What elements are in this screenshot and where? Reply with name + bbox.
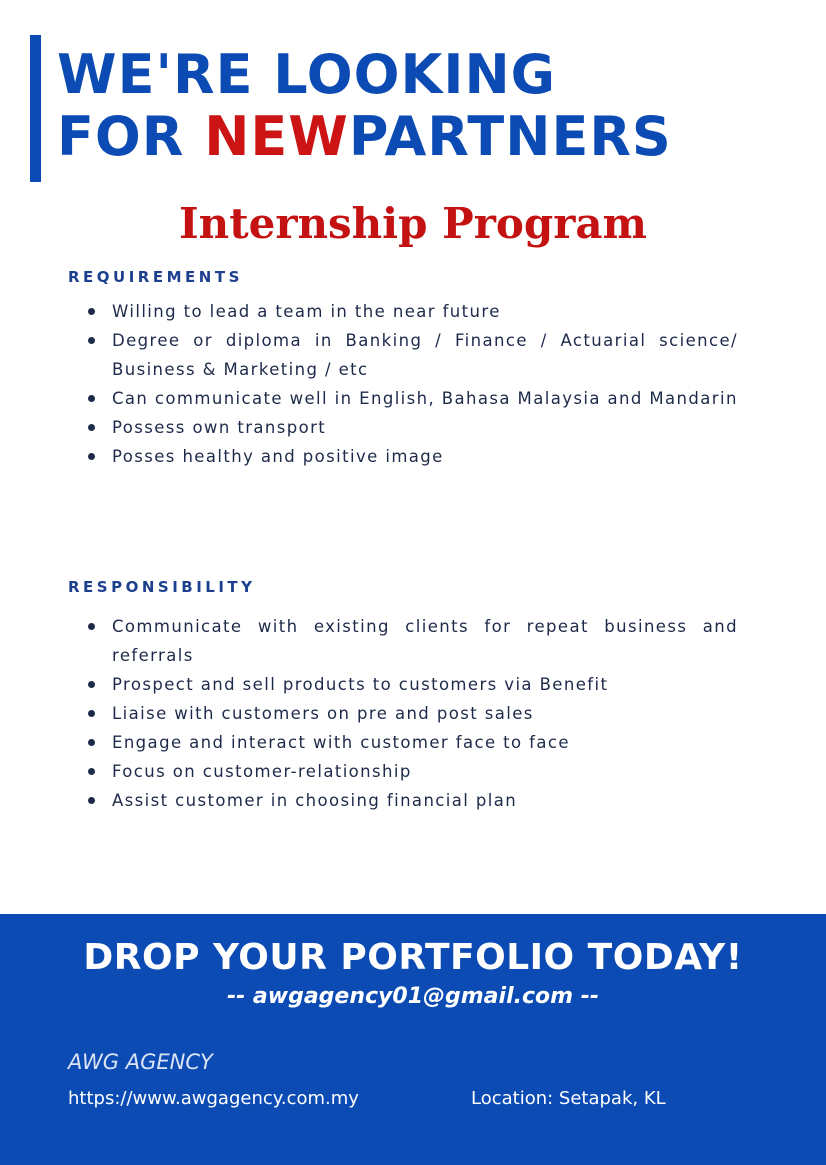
responsibility-text: Focus on customer-relationship bbox=[112, 762, 412, 781]
bullet-icon bbox=[88, 424, 95, 431]
location-text: Location: Setapak, KL bbox=[471, 1088, 666, 1109]
agency-name: AWG AGENCY bbox=[68, 1050, 213, 1074]
responsibility-item bbox=[88, 786, 738, 815]
bullet-icon bbox=[88, 681, 95, 688]
responsibility-item bbox=[88, 612, 738, 670]
responsibility-item bbox=[88, 670, 738, 699]
requirement-text: Posses healthy and positive image bbox=[112, 447, 444, 466]
responsibility-text: Engage and interact with customer face to face bbox=[112, 733, 570, 752]
requirement-item bbox=[88, 326, 738, 384]
responsibility-text: Liaise with customers on pre and post sales bbox=[112, 704, 534, 723]
bullet-icon bbox=[88, 797, 95, 804]
bullet-icon bbox=[88, 453, 95, 460]
bullet-icon bbox=[88, 337, 95, 344]
requirement-text: Degree or diploma in Banking / Finance / Actuarial science/ Business & Marketing / etc bbox=[112, 331, 738, 379]
footer-banner bbox=[0, 914, 826, 1165]
bullet-icon bbox=[88, 768, 95, 775]
contact-email[interactable]: -- awgagency01@gmail.com -- bbox=[227, 984, 599, 1009]
headline-line-2-suffix: PARTNERS bbox=[348, 105, 672, 168]
requirements-heading: REQUIREMENTS bbox=[68, 268, 243, 286]
bullet-icon bbox=[88, 308, 95, 315]
responsibility-item bbox=[88, 699, 738, 728]
responsibility-heading: RESPONSIBILITY bbox=[68, 578, 256, 596]
requirement-item bbox=[88, 442, 738, 471]
requirement-item bbox=[88, 413, 738, 442]
requirement-text: Possess own transport bbox=[112, 418, 327, 437]
responsibility-item bbox=[88, 757, 738, 786]
headline-line-2-prefix: FOR bbox=[57, 105, 205, 168]
cta-heading: DROP YOUR PORTFOLIO TODAY! bbox=[83, 937, 743, 978]
headline bbox=[57, 44, 672, 168]
bullet-icon bbox=[88, 710, 95, 717]
requirement-item bbox=[88, 297, 738, 326]
requirement-text: Willing to lead a team in the near future bbox=[112, 302, 501, 321]
requirement-item bbox=[88, 384, 738, 413]
requirements-list bbox=[88, 297, 738, 471]
bullet-icon bbox=[88, 623, 95, 630]
headline-highlight-new: NEW bbox=[204, 105, 349, 168]
responsibility-text: Prospect and sell products to customers via Benefit bbox=[112, 675, 609, 694]
bullet-icon bbox=[88, 395, 95, 402]
bullet-icon bbox=[88, 739, 95, 746]
responsibility-text: Assist customer in choosing financial plan bbox=[112, 791, 518, 810]
website-link[interactable]: https://www.awgagency.com.my bbox=[68, 1088, 359, 1109]
responsibility-item bbox=[88, 728, 738, 757]
responsibility-list bbox=[88, 612, 738, 815]
requirement-text: Can communicate well in English, Bahasa Malaysia and Mandarin bbox=[112, 389, 738, 408]
accent-bar bbox=[30, 35, 41, 182]
program-title: Internship Program bbox=[179, 199, 647, 248]
headline-line-1: WE'RE LOOKING bbox=[57, 43, 556, 106]
responsibility-text: Communicate with existing clients for repeat business and referrals bbox=[112, 617, 738, 665]
